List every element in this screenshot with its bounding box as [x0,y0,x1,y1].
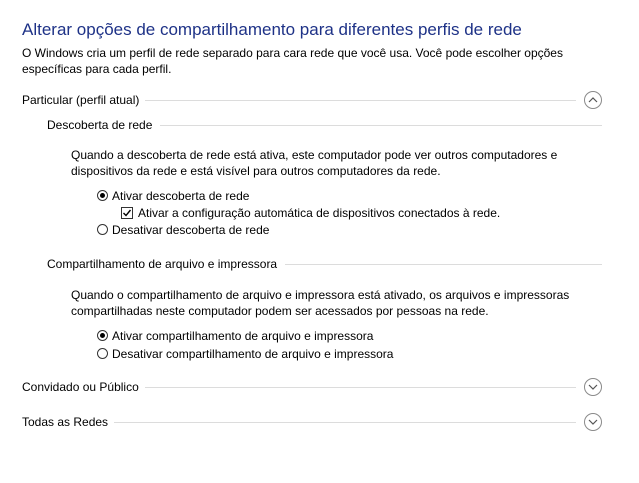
discovery-off-radio[interactable] [97,224,108,235]
page-description [22,45,607,77]
description-line: específicas para cada perfil. [22,62,172,76]
profile-all-label: Todas as Redes [22,415,109,429]
chevron-up-icon[interactable] [584,91,602,109]
auto-config-checkbox[interactable] [121,207,133,219]
discovery-on-radio[interactable] [97,190,108,201]
discovery-on-label: Ativar descoberta de rede [112,188,250,203]
discovery-text-line: dispositivos da rede e está visível para outros computadores da rede. [71,164,441,178]
profile-all-header[interactable] [22,411,602,433]
page-title: Alterar opções de compartilhamento para diferentes perfis de rede [22,20,522,39]
discovery-text-line: Quando a descoberta de rede está ativa, este computador pode ver outros computadores e [71,148,558,162]
discovery-off-label: Desativar descoberta de rede [112,222,270,237]
divider [145,387,576,388]
profile-private-header[interactable] [22,89,602,111]
chevron-down-icon[interactable] [584,413,602,431]
divider [145,100,576,101]
sharing-heading: Compartilhamento de arquivo e impressora [47,257,278,271]
chevron-down-icon[interactable] [584,378,602,396]
sharing-off-label: Desativar compartilhamento de arquivo e impressora [112,346,394,361]
description-line: O Windows cria um perfil de rede separado para cara rede que você usa. Você pode escolher opções [22,46,563,60]
discovery-off-option[interactable] [97,221,269,238]
profile-guest-header[interactable] [22,376,602,398]
discovery-heading-row [47,116,602,134]
divider [114,422,576,423]
sharing-on-option[interactable] [97,327,373,344]
discovery-description [71,147,557,179]
sharing-heading-row [47,255,602,273]
sharing-text-line: compartilhadas neste computador podem ser acessados por pessoas na rede. [71,304,489,318]
discovery-heading: Descoberta de rede [47,118,153,132]
profile-guest-label: Convidado ou Público [22,380,139,394]
discovery-on-option[interactable] [97,187,249,204]
divider [160,125,602,126]
auto-config-option[interactable] [121,204,500,221]
sharing-off-option[interactable] [97,345,393,362]
divider [285,264,602,265]
sharing-on-label: Ativar compartilhamento de arquivo e impressora [112,328,374,343]
sharing-off-radio[interactable] [97,348,108,359]
sharing-description [71,287,569,319]
auto-config-label: Ativar a configuração automática de dispositivos conectados à rede. [138,205,501,220]
sharing-text-line: Quando o compartilhamento de arquivo e impressora está ativado, os arquivos e impressoras [71,288,570,302]
profile-private-label: Particular (perfil atual) [22,93,140,107]
sharing-on-radio[interactable] [97,330,108,341]
